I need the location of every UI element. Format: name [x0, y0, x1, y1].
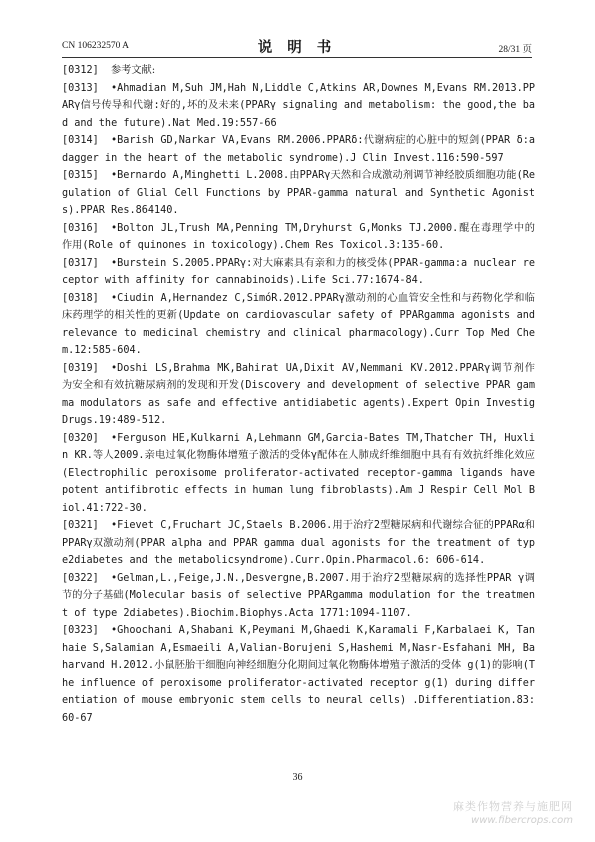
page-number: 36 [292, 772, 303, 783]
page-header [62, 36, 532, 56]
paragraph-number: [0319] [62, 362, 99, 374]
paragraph-number: [0317] [62, 257, 99, 269]
paragraph-number: [0318] [62, 292, 99, 304]
patent-number: CN 106232570 A [62, 41, 130, 51]
watermark-url: www.fibercrops.com [471, 815, 573, 826]
paragraph-number: [0322] [62, 572, 99, 584]
reference-entry [62, 167, 535, 220]
page-indicator: 28/31 页 [498, 45, 532, 55]
reference-text: •Ghoochani A,Shabani K,Peymani M,Ghaedi K,Karamali F,Karbalaei K, Tanhaie S,Salamian A,Esmaeili A,Valian-Borujeni S,Hashemi M,Nasr-Esfahani MH, Baharvand H.2012.小鼠胚胎干细胞向神经细胞分化期间过氧化物酶体增殖子激活的受体 g(1)的影响(The influence of peroxisome proliferator-activated receptor g(1) during differentiation of mouse embryonic stem cells to neural cells) .Differentiation.83:60-67 [62, 625, 535, 724]
reference-entry [62, 517, 535, 570]
reference-entry [62, 132, 535, 167]
paragraph-number: [0315] [62, 170, 99, 181]
reference-text: •Barish GD,Narkar VA,Evans RM.2006.PPARδ:代谢病症的心脏中的短剑(PPAR δ:a dagger in the heart of the metabolic syndrome).J Clin Invest.116:590-597 [62, 135, 535, 164]
document-title: 说 明 书 [257, 39, 337, 56]
reference-entry [62, 622, 535, 727]
reference-entry [62, 430, 535, 518]
reference-entry [62, 80, 535, 133]
reference-text: •Doshi LS,Brahma MK,Bahirat UA,Dixit AV,Nemmani KV.2012.PPARγ调节剂作为安全和有效抗糖尿病剂的发现和开发(Discovery and development of selective PPAR gamma modulators as safe and effective antidiabetic agents).Expert Opin Investig Drugs.19:489-512. [62, 362, 535, 426]
site-watermark [453, 800, 573, 828]
intro-paragraph [62, 62, 535, 80]
paragraph-number: [0320] [62, 432, 99, 444]
reference-text: •Gelman,L.,Feige,J.N.,Desvergne,B.2007.用于治疗2型糖尿病的选择性PPAR γ调节的分子基础(Molecular basis of selective PPARgamma modulation for the treatment of type 2diabetes).Biochim.Biophys.Acta 1771:1094-1107. [62, 572, 535, 619]
reference-entry [62, 255, 535, 290]
reference-text: •Bernardo A,Minghetti L.2008.由PPARγ天然和合成激动剂调节神经胶质细胞功能(Regulation of Glial Cell Functions by PPAR-gamma natural and Synthetic Agonists).PPAR Res.864140. [62, 170, 535, 216]
intro-text: 参考文献: [111, 65, 156, 76]
paragraph-number: [0312] [62, 65, 99, 76]
reference-text: •Ahmadian M,Suh JM,Hah N,Liddle C,Atkins AR,Downes M,Evans RM.2013.PPARγ信号传导和代谢:好的,坏的及未来(PPARγ signaling and metabolism: the good,the bad and the future).Nat Med.19:557-66 [62, 82, 535, 129]
reference-text: •Fievet C,Fruchart JC,Staels B.2006.用于治疗2型糖尿病和代谢综合征的PPARα和PPARγ双激动剂(PPAR alpha and PPAR gamma dual agonists for the treatment of type2diabetes and the metabolicsyndrome).Curr.Opin.Pharmacol.6: 606-614. [62, 520, 535, 566]
reference-text: •Burstein S.2005.PPARγ:对大麻素具有亲和力的核受体(PPAR-gamma:a nuclear receptor with affinity for cannabinoids).Life Sci.77:1674-84. [62, 257, 535, 286]
paragraph-number: [0314] [62, 135, 99, 146]
paragraph-number: [0313] [62, 82, 99, 94]
reference-text: •Ciudin A,Hernandez C,SimóR.2012.PPARγ激动剂的心血管安全性和与药物化学和临床药理学的相关性的更新(Update on cardiovascular safety of PPARgamma agonists and relevance to medicinal chemistry and clinical pharmacology).Curr Top Med Chem.12:585-604. [62, 292, 535, 356]
header-divider [62, 57, 532, 58]
paragraph-number: [0323] [62, 625, 99, 636]
reference-list [62, 62, 535, 727]
reference-entry [62, 570, 535, 623]
paragraph-number: [0316] [62, 222, 99, 234]
reference-entry [62, 360, 535, 430]
paragraph-number: [0321] [62, 520, 99, 531]
reference-text: •Bolton JL,Trush MA,Penning TM,Dryhurst G,Monks TJ.2000.醌在毒理学中的作用(Role of quinones in toxicology).Chem Res Toxicol.3:135-60. [62, 222, 535, 251]
reference-entry [62, 290, 535, 360]
watermark-site-name: 麻类作物营养与施肥网 [453, 800, 573, 813]
reference-text: •Ferguson HE,Kulkarni A,Lehmann GM,Garcia-Bates TM,Thatcher TH, Huxlin KR.等人2009.亲电过氧化物酶体增殖子激活的受体γ配体在人肺成纤维细胞中具有有效抗纤维化效应(Electrophilic peroxisome proliferator-activated receptor-gamma ligands have potent antifibrotic effects in human lung fibroblasts).Am J Respir Cell Mol Biol.41:722-30. [62, 432, 535, 514]
reference-entry [62, 220, 535, 255]
